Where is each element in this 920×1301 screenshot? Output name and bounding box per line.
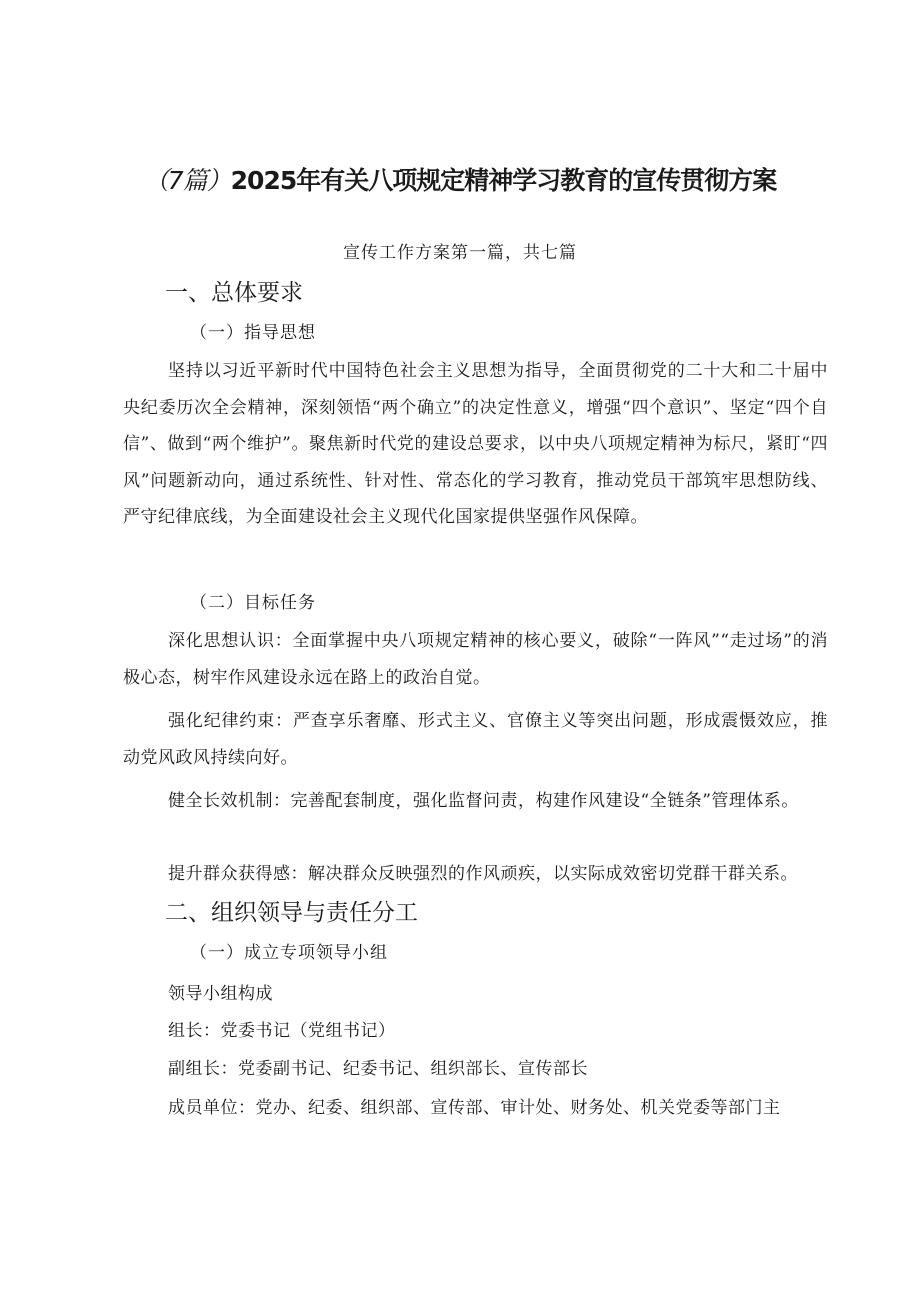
section1-sub1-heading: （一）指导思想 <box>190 323 316 343</box>
section2-sub1-heading: （一）成立专项领导小组 <box>190 943 388 963</box>
target-item-3: 健全长效机制：完善配套制度，强化监督问责，构建作风建设“全链条”管理体系。 <box>168 791 799 811</box>
leadership-line-2: 组长：党委书记（党组书记） <box>168 1021 396 1041</box>
section1-sub2-heading: （二）目标任务 <box>190 593 316 613</box>
document-subtitle: 宣传工作方案第一篇，共七篇 <box>343 243 577 263</box>
leadership-line-1: 领导小组构成 <box>168 984 273 1004</box>
target-item-4: 提升群众获得感：解决群众反映强烈的作风顽疾，以实际成效密切党群干群关系。 <box>168 864 798 884</box>
target-item-1: 深化思想认识：全面掌握中央八项规定精神的核心要义，破除“一阵风”“走过场”的消极心态，树牢作风建设永远在路上的政治自觉。 <box>123 631 828 688</box>
section2-heading: 二、组织领导与责任分工 <box>165 900 418 926</box>
leadership-line-4: 成员单位：党办、纪委、组织部、宣传部、审计处、财务处、机关党委等部门主 <box>168 1098 781 1118</box>
document-title <box>0 163 920 199</box>
title-main: 2025年有关八项规定精神学习教育的宣传贯彻方案 <box>230 166 777 195</box>
section1-heading: 一、总体要求 <box>165 280 303 306</box>
target-item-2: 强化纪律约束：严查享乐奢靡、形式主义、官僚主义等突出问题，形成震慑效应，推动党风政风持续向好。 <box>123 711 828 768</box>
title-prefix: （7篇） <box>143 166 231 195</box>
guiding-ideology-paragraph: 坚持以习近平新时代中国特色社会主义思想为指导，全面贯彻党的二十大和二十届中央纪委历次全会精神，深刻领悟“两个确立”的决定性意义，增强“四个意识”、坚定“四个自信”、做到“两个维护”。聚焦新时代党的建设总要求，以中央八项规定精神为标尺，紧盯“四风”问题新动向，通过系统性、针对性、常态化的学习教育，推动党员干部筑牢思想防线、严守纪律底线，为全面建设社会主义现代化国家提供坚强作风保障。 <box>123 361 828 527</box>
leadership-line-3: 副组长：党委副书记、纪委书记、组织部长、宣传部长 <box>168 1059 588 1079</box>
